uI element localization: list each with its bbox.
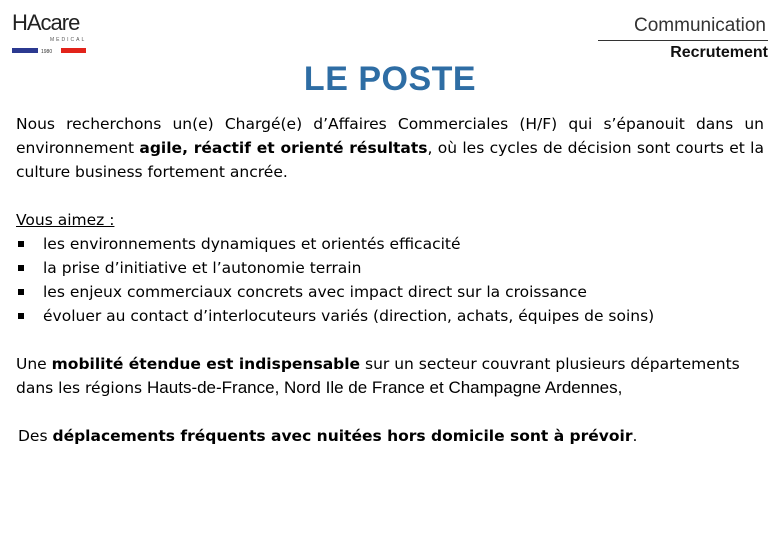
list-item <box>16 232 764 256</box>
logo-subtitle: MEDICAL <box>50 37 87 43</box>
bullet-square-icon <box>18 241 24 247</box>
section-communication: Communication <box>598 14 768 41</box>
mobility-paragraph <box>16 352 764 400</box>
list-item-text: les enjeux commerciaux concrets avec impact direct sur la croissance <box>43 283 587 301</box>
flag-blue-stripe <box>12 48 38 53</box>
likes-list <box>16 232 764 328</box>
page-title: LE POSTE <box>303 60 477 98</box>
intro-paragraph <box>16 112 764 184</box>
main-content <box>16 112 764 448</box>
likes-heading: Vous aimez : <box>16 211 115 229</box>
list-item-text: les environnements dynamiques et orientés efficacité <box>43 235 461 253</box>
bullet-square-icon <box>18 289 24 295</box>
list-item <box>16 280 764 304</box>
intro-bold: agile, réactif et orienté résultats <box>139 139 428 157</box>
list-item-text: évoluer au contact d’interlocuteurs variés (direction, achats, équipes de soins) <box>43 307 655 325</box>
intro-text-1: Nous recherchons un(e) Chargé(e) d’Affaires Commerciales (H/F) qui s’épanouit dans un environnement <box>16 115 764 157</box>
travel-text-1: Des <box>18 427 53 445</box>
intro-text-2: , où les cycles de décision sont courts et la culture business fortement ancrée. <box>16 139 764 181</box>
mobility-text-2: sur un secteur couvrant plusieurs départements dans les régions <box>16 355 740 397</box>
travel-paragraph <box>16 424 764 448</box>
logo-year: 1980 <box>41 49 53 55</box>
bullet-square-icon <box>18 265 24 271</box>
section-header <box>598 14 768 63</box>
list-item-text: la prise d’initiative et l’autonomie terrain <box>43 259 362 277</box>
list-item <box>16 256 764 280</box>
mobility-bold: mobilité étendue est indispensable <box>51 355 361 373</box>
mobility-regions: Hauts-de-France, Nord Ile de France et Champagne Ardennes, <box>147 378 623 397</box>
section-recrutement: Recrutement <box>670 44 768 61</box>
flag-red-stripe <box>61 48 86 53</box>
travel-bold: déplacements fréquents avec nuitées hors domicile sont à prévoir <box>52 427 633 445</box>
bullet-square-icon <box>18 313 24 319</box>
travel-text-2: . <box>632 427 638 445</box>
mobility-text-1: Une <box>16 355 52 373</box>
logo-text: HAcare <box>12 10 80 35</box>
company-logo <box>12 10 92 56</box>
list-item <box>16 304 764 328</box>
